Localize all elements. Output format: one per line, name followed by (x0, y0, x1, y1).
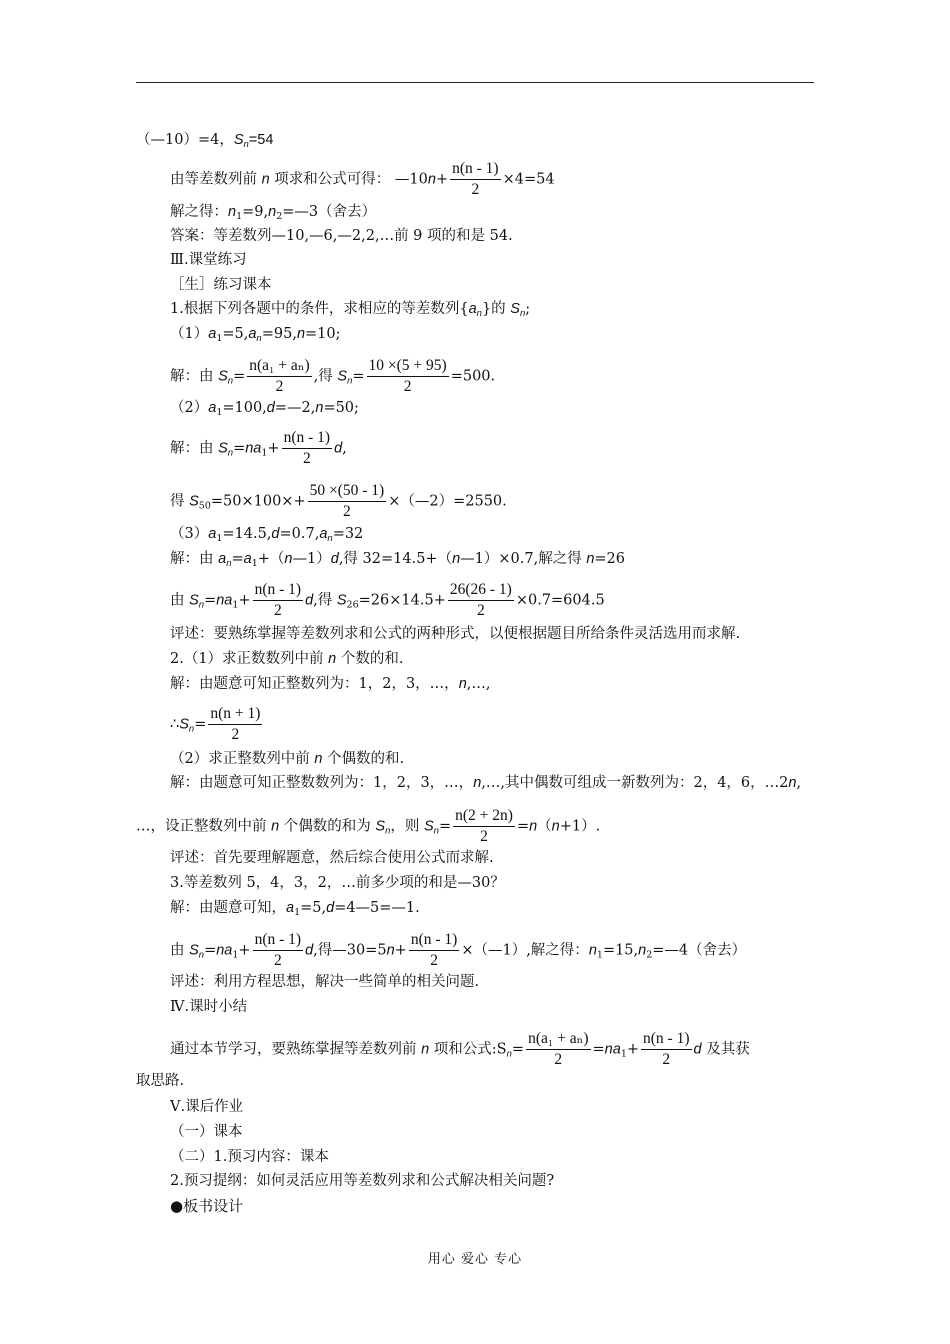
fraction: $\frac{n(2 + 2n)}{2}$ (455, 807, 513, 845)
fraction: $\frac{\text{n(a₁ + aₙ)}}{2}$ (528, 1030, 589, 1068)
text-line: …，设正整数列中前 n 个偶数的和为 $S_n$，则 $S_n=$ $\frac{n(2 + 2n)}{2}$ =n（n+1）. (136, 807, 601, 845)
text-line: 评述：利用方程思想，解决一些简单的相关问题. (170, 974, 480, 990)
fraction: $\frac{n(n - 1)}{2}$ (254, 581, 302, 619)
text-line: $(3)a_1=14.5,d=0.7,a_n=32$ (170, 526, 364, 544)
text-line: 取思路. (136, 1073, 185, 1089)
fraction: $\frac{n(n - 1)}{2}$ (254, 931, 302, 969)
text-line: 评述：首先要理解题意，然后综合使用公式而求解. (170, 850, 494, 866)
fraction: $\frac{n(n - 1)}{2}$ (410, 931, 458, 969)
fraction: $\frac{\text{n(a₁ + aₙ)}}{2}$ (249, 357, 310, 395)
text-line: （一）课本 (170, 1124, 243, 1140)
text-line: 由等差数列前 n 项求和公式可得： —10n+ $\frac{n(n - 1)}{2}$ ×4=54 (170, 160, 555, 198)
text-line: $\therefore S_n=$ $\frac{n(n + 1)}{2}$ (170, 705, 261, 743)
text-line: 2.预习提纲：如何灵活应用等差数列求和公式解决相关问题? (170, 1173, 555, 1189)
text-line: 2.（1）求正数数列中前 n 个数的和. (170, 651, 404, 667)
header-rule (136, 82, 814, 83)
text-line: 解：由 $S_n=$ $\frac{\text{n(a₁ + aₙ)}}{2}$ ,得 $S_n=$ $\frac{10 \times(5 + 95)}{2}$ =500. (170, 357, 496, 395)
fraction: $\frac{n(n - 1)}{2}$ (452, 160, 499, 198)
text-line: 得 $S_{50}=50\times 100\times+$ $\frac{50 \times(50 - 1)}{2}$ ×（—2）=2550. (170, 482, 507, 520)
text-line: $(2)a_1=100,d=—2,n=50$; (170, 400, 359, 418)
fraction: $\frac{10 \times(5 + 95)}{2}$ (368, 357, 447, 395)
text-line: （二）1.预习内容：课本 (170, 1149, 329, 1165)
fraction: $\frac{50 \times(50 - 1)}{2}$ (309, 482, 385, 520)
text-line: 解：由 $S_n=na_1+$ $\frac{n(n - 1)}{2}$ d, (170, 429, 347, 467)
text-line: 3.等差数列 5，4，3，2，…前多少项的和是—30？ (170, 875, 505, 891)
section-heading: Ⅲ.课堂练习 (170, 252, 247, 268)
page-footer: 用心 爱心 专心 (427, 1252, 523, 1267)
text-line: 1.根据下列各题中的条件，求相应的等差数列$\{a_n\}$的 $S_n$; (170, 301, 531, 319)
fraction: $\frac{26(26 - 1)}{2}$ (449, 581, 512, 619)
text-line: 评述：要熟练掌握等差数列求和公式的两种形式，以便根据题目所给条件灵活选用而求解. (170, 626, 741, 642)
text-line: $(1)a_1=5,a_n=95,n=10$; (170, 326, 341, 344)
text-line: 解之得：$n_1=9,n_2=—3$（舍去） (170, 204, 377, 222)
text-line: （2）求正整数列中前 n 个偶数的和. (170, 751, 405, 767)
text-line: 解：由题意可知，$a_1=5,d=4—5=—1$. (170, 900, 420, 918)
text-line: （—10）=4，$S_n=54$ (136, 132, 274, 150)
fraction: $\frac{n(n + 1)}{2}$ (210, 705, 261, 743)
fraction: $\frac{n(n - 1)}{2}$ (283, 429, 331, 467)
text-line: ●板书设计 (170, 1197, 244, 1215)
section-heading: Ⅴ.课后作业 (170, 1099, 244, 1115)
text-line: 答案：等差数列—10,—6,—2,2,…前 9 项的和是 54. (170, 228, 513, 244)
text-line: 解：由题意可知正整数列为：1，2，3，…，n,…, (170, 676, 491, 692)
text-line: 解：由 $a_n=a_1+(n—1)d$,得 32=14.5+（n—1）×0.7,解之得 n=26 (170, 551, 625, 569)
text-line: 解：由题意可知正整数数列为：1，2，3，…，n,…,其中偶数可组成一新数列为：2，4，6，…2n, (170, 775, 802, 791)
text-line: 由 $S_n=na_1+$ $\frac{n(n - 1)}{2}$ d,得 $S_{26}=26\times 14.5+$ $\frac{26(26 - 1)}{2}$ ×0.7=604.5 (170, 581, 605, 619)
text-line: ［生］练习课本 (170, 277, 272, 293)
fraction: $\frac{n(n - 1)}{2}$ (643, 1030, 690, 1068)
text-line: 由 $S_n=na_1+$ $\frac{n(n - 1)}{2}$ d,得—30=5n+ $\frac{n(n - 1)}{2}$ ×（—1）,解之得：$n_1=15,n_2=—4$（舍去） (170, 931, 747, 969)
section-heading: Ⅳ.课时小结 (170, 999, 248, 1015)
text-line: 通过本节学习，要熟练掌握等差数列前 n 项和公式$:S_n=$ $\frac{\text{n(a₁ + aₙ)}}{2}$ $=na_1+$ $\frac{n(n - 1)}{2}$ d 及其获 (170, 1030, 750, 1068)
